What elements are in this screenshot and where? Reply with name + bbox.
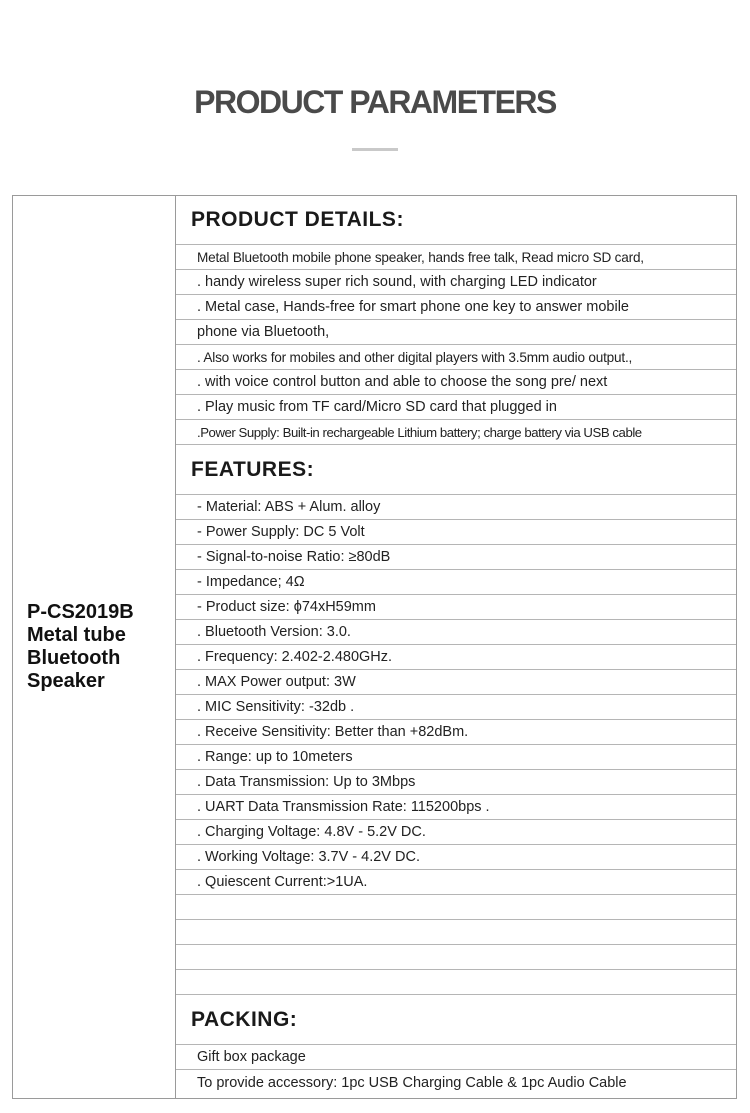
feature-row: - Impedance; 4Ω	[176, 570, 736, 595]
feature-row: . Charging Voltage: 4.8V - 5.2V DC.	[176, 820, 736, 845]
details-row: . Metal case, Hands-free for smart phone one key to answer mobile	[176, 295, 736, 320]
feature-row: . MAX Power output: 3W	[176, 670, 736, 695]
details-row: Metal Bluetooth mobile phone speaker, hands free talk, Read micro SD card,	[176, 245, 736, 270]
feature-row: . Receive Sensitivity: Better than +82dBm.	[176, 720, 736, 745]
feature-row: . Frequency: 2.402-2.480GHz.	[176, 645, 736, 670]
empty-row	[176, 920, 736, 945]
empty-row	[176, 945, 736, 970]
details-heading: PRODUCT DETAILS:	[176, 196, 736, 245]
empty-row	[176, 970, 736, 995]
parameters-table	[12, 195, 737, 1099]
feature-row: . Data Transmission: Up to 3Mbps	[176, 770, 736, 795]
product-name	[27, 601, 134, 693]
details-row: . Play music from TF card/Micro SD card that plugged in	[176, 395, 736, 420]
product-name-line: Bluetooth	[27, 647, 121, 669]
empty-row	[176, 895, 736, 920]
page-title: PRODUCT PARAMETERS	[194, 84, 556, 120]
feature-row: . Working Voltage: 3.7V - 4.2V DC.	[176, 845, 736, 870]
feature-row: . UART Data Transmission Rate: 115200bps .	[176, 795, 736, 820]
feature-row: . MIC Sensitivity: -32db .	[176, 695, 736, 720]
packing-row: Gift box package	[176, 1045, 736, 1070]
product-name-line: P-CS2019B	[27, 601, 134, 623]
details-row: . handy wireless super rich sound, with charging LED indicator	[176, 270, 736, 295]
product-name-line: Metal tube	[27, 624, 126, 646]
feature-row: . Range: up to 10meters	[176, 745, 736, 770]
feature-row: . Bluetooth Version: 3.0.	[176, 620, 736, 645]
details-row: . with voice control button and able to choose the song pre/ next	[176, 370, 736, 395]
feature-row: . Quiescent Current:>1UA.	[176, 870, 736, 895]
features-heading: FEATURES:	[176, 445, 736, 495]
feature-row: - Signal-to-noise Ratio: ≥80dB	[176, 545, 736, 570]
packing-row: To provide accessory: 1pc USB Charging Cable & 1pc Audio Cable	[197, 1074, 627, 1091]
packing-heading: PACKING:	[176, 995, 736, 1045]
feature-row: - Power Supply: DC 5 Volt	[176, 520, 736, 545]
feature-row: - Material: ABS + Alum. alloy	[176, 495, 736, 520]
feature-row: - Product size: ϕ74xH59mm	[176, 595, 736, 620]
specs-column	[176, 196, 736, 1098]
details-row: . Also works for mobiles and other digital players with 3.5mm audio output.,	[176, 345, 736, 370]
title-divider	[352, 148, 398, 151]
product-name-cell	[13, 196, 176, 1098]
details-row: .Power Supply: Built-in rechargeable Lithium battery; charge battery via USB cable	[176, 420, 736, 445]
product-name-line: Speaker	[27, 670, 105, 692]
details-row: phone via Bluetooth,	[176, 320, 736, 345]
